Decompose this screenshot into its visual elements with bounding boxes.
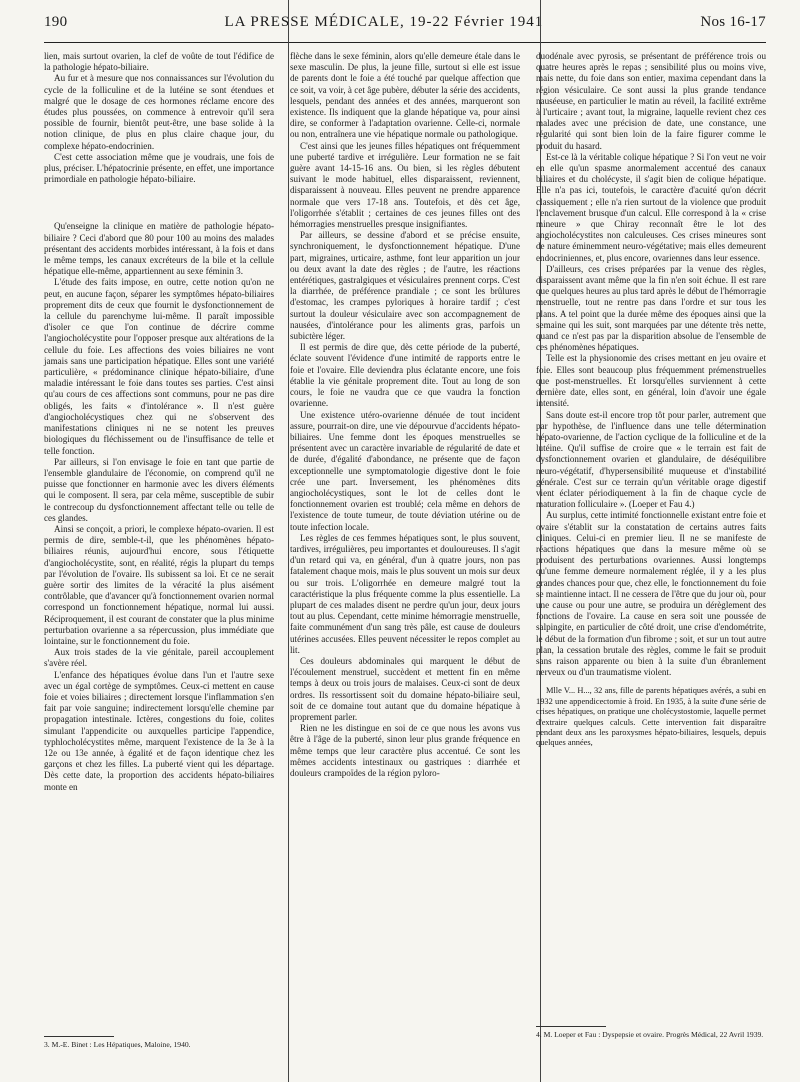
- paragraph: Au surplus, cette intimité fonctionnelle existant entre foie et ovaire s'établit sur la constatation de certains autres faits cliniques. Celui-ci en premier lieu. Il ne se manifeste de réactions hépatiques que dans la mesure même où se produisent des perturbations ovariennes. Aussi longtemps qu'une femme demeure normalement réglée, il y a les plus grandes chances pour que, chez elle, le fonctionnement du foie se maintienne intact. Il ne cessera de l'être que du jour où, pour une cause ou pour une autre, se produira un dérèglement des fonctions de l'ovaire. La cause en sera soit une poussée de salpingite, en particulier de côté droit, une crise d'endométrite, le début de la formation d'un fibrome ; soit, et sur un tout autre plan, la cessation brutale des règles, comme le fait se produit sans raison apparente ou bien à la suite d'un ébranlement nerveux ou d'un traumatisme violent.: [536, 510, 766, 678]
- column-1: [44, 51, 274, 1061]
- column-divider: [288, 0, 289, 1082]
- paragraph: Au fur et à mesure que nos connaissances sur l'évolution du cycle de la folliculine et de la lutéine se sont étendues et malgré que le dosage de ces hormones réclame encore des études plus poussées, on commence à entrevoir qu'il sera possible de fournir, bientôt peut-être, une base solide à la notion clinique, de plus en plus claire chaque jour, du complexe hépato-endocrinien.: [44, 73, 274, 151]
- paragraph: Les règles de ces femmes hépatiques sont, le plus souvent, tardives, irrégulières, peu importantes et douloureuses. Il s'agit d'un retard qui va, en général, d'un à quatre jours, non pas fatalement chaque mois, mais le plus souvent un mois sur deux ou sur trois. L'oligorrhée en demeure malgré tout la caractéristique la plus fréquente comme la plus essentielle. La plupart de ces malades disent ne perdre qu'un jour, deux jours tout au plus. Cependant, cette minime hémorragie menstruelle, faite communément d'un sang très pâle, est cause de douleurs utérines accusées. Elles peuvent nécessiter le repos complet au lit.: [290, 532, 520, 655]
- header-rule: [44, 42, 766, 43]
- page-header: [44, 14, 766, 38]
- paragraph: flèche dans le sexe féminin, alors qu'elle demeure étale dans le sexe masculin. De plus, la jeune fille, surtout si elle est issue de parents dont le foie a été touché par quelque affection que ce soit, va voir, à cet âge pubère, débuter la série des accidents, lesquels, pendant des années et des années, marqueront son existence. Ils indiquent que la glande hépatique va, pour ainsi dire, se conformer à l'adaptation ovarienne. Celle-ci, normale ou non, entraînera une vie hépatique normale ou pathologique.: [290, 51, 520, 140]
- paragraph: Une existence utéro-ovarienne dénuée de tout incident assure, pourrait-on dire, une vie dépourvue d'accidents hépato-biliaires. Une femme dont les époques menstruelles se présentent avec un caractère invariable de régularité de date et de durée, d'égalité d'abondance, ne présente que de façon exceptionnelle une symptomatologie digestive dont le foie crée une part. Inversement, les phénomènes dits angiocholécystiques, sont le lot de celles dont le fonctionnement ovarien est troublé; cela même en dehors de l'existence de toute tumeur, de toute déviation utérine ou de toute infection locale.: [290, 409, 520, 532]
- paragraph: Ainsi se conçoit, a priori, le complexe hépato-ovarien. Il est permis de dire, semble-t-il, que les phénomènes hépato-biliaires réunis, aujourd'hui encore, sous l'étiquette d'angiocholécystite, sont, en réalité, régis la plupart du temps par l'évolution de l'ovaire. Ils subissent sa loi. Et ce ne serait guère sortir des limites de la véracité la plus aisément contrôlable, que d'avancer qu'à fonctionnement ovarien normal correspond un fonctionnement hépatique, normal lui aussi. Réciproquement, il est courant de constater que la plus minime perturbation ovarienne a sa répercussion, plus immédiate que lointaine, sur le fonctionnement du foie.: [44, 523, 274, 646]
- paragraph: Il est permis de dire que, dès cette période de la puberté, éclate souvent l'évidence d'une intimité de rapports entre le foie et l'ovaire. Elle deviendra plus éclatante encore, une fois établie la vie génitale proprement dite. Tout au long de son cours, le foie ne vaudra que ce que vaudra la fonction ovarienne.: [290, 342, 520, 409]
- footnote: [536, 1026, 766, 1040]
- paragraph: Qu'enseigne la clinique en matière de pathologie hépato-biliaire ? Ceci d'abord que 80 pour 100 au moins des malades présentant des accidents morbides intéressant, à la fois et dans le même temps, les canaux excréteurs de la bile et la cellule hépatique elle-même, appartiennent au sexe féminin 3.: [44, 221, 274, 277]
- paragraph: C'est ainsi que les jeunes filles hépatiques ont fréquemment une puberté tardive et irrégulière. Leur formation ne se fait guère avant 14-15-16 ans. Ou bien, si les règles débutent suivant le mode habituel, elles disparaissent, reviennent, disparaissent à nouveau. Elles peuvent ne prendre apparence normale que vers 17-18 ans. Toutefois, et dès cet âge, l'oligorrhée s'établit ; certaines de ces jeunes filles ont des hémorragies menstruelles presque insignifiantes.: [290, 140, 520, 230]
- paragraph: Ces douleurs abdominales qui marquent le début de l'écoulement menstruel, succèdent et mettent fin en même temps à deux ou trois jours de malaises. Ceux-ci sont de deux ordres. Ils ressortissent soit du domaine hépato-biliaire seul, soit de ce domaine tout autant que du domaine hépatique à proprement parler.: [290, 655, 520, 722]
- paragraph: L'étude des faits impose, en outre, cette notion qu'on ne peut, en aucune façon, séparer les symptômes hépato-biliaires proprement dits de ceux que fournit le dysfonctionnement de la cellule du parenchyme lui-même. Il paraît impossible d'isoler ce que l'on continue de décrire comme l'angiocholécystite pour l'opposer presque aux altérations de la cellule du foie. Les affections des voies biliaires ne vont jamais sans une participation hépatique. Elles sont une variété particulière, « prédominance clinique hépato-biliaire, d'une maladie intéressant le foie dans toutes ses parties. C'est ainsi qu'au cours de ces affections sont communs, pour ne pas dire obligés, les faits « d'intolérance ». Il n'est guère d'angiocholécystiques chez qui ne s'observent des manifestations cliniques ni ne se notent les preuves biologiques du fléchissement ou de l'insuffisance de telle et telle fonction.: [44, 277, 274, 456]
- issue-number: Nos 16-17: [700, 14, 766, 30]
- paragraph: duodénale avec pyrosis, se présentant de préférence trois ou quatre heures après le repas ; sensibilité plus ou moins vive, mais nette, du foie dans son entier, maxima cependant dans la région vésiculaire. Ce sont aussi la plus grande tendance nauséeuse, en particulier le matin au réveil, la facilité extrême à l'urticaire ; avant tout, la migraine, laquelle revient chez ces malades avec une précision de date, une constance, une régularité qui sont bien loin de la faire figurer comme le produit du hasard.: [536, 51, 766, 151]
- footnote-text: 3. M.-E. Binet : Les Hépatiques, Maloine, 1940.: [44, 1040, 191, 1049]
- paragraph: C'est cette association même que je voudrais, une fois de plus, préciser. L'hépatocrinie présente, en effet, une importance primordiale en pathologie hépato-biliaire.: [44, 151, 274, 185]
- paragraph: Est-ce là la véritable colique hépatique ? Si l'on veut ne voir en elle qu'un spasme anormalement accentué des canaux biliaires et du cholécyste, il s'agit bien de colique hépatique. Elle n'a pas ici, toutefois, le caractère d'acuité qu'on décrit classiquement ; elle n'a rien surtout de la violence que produit l'enclavement brusque d'un calcul. Elle correspond à la « crise mineure » que Chiray reconnaît être le lot des angiocholécystites non calculeuses. Ces crises mineures sont de nature éminemment neuro-végétative; mais elles demeurent endocriniennes, et, plus encore, ovariennes dans leur essence.: [536, 151, 766, 263]
- case-report: Mlle V... H..., 32 ans, fille de parents hépatiques avérés, a subi en 1932 une appendicectomie à froid. En 1935, à la suite d'une série de crises hépatiques, on pratique une cholécystostomie, laquelle permet d'extraire quelques calculs. Cette intervention fait disparaître pendant deux ans les paroxysmes hépato-biliaires, lesquels, depuis quelques années,: [536, 686, 766, 748]
- paragraph: Par ailleurs, se dessine d'abord et se précise ensuite, synchroniquement, le dysfonctionnement hépatique. D'une part, migraines, urticaire, asthme, font leur apparition un jour ou deux avant la date des règles ; de l'autre, les réactions entérétiques, gastralgiques et vésiculaires prennent corps. C'est la diarrhée, de préférence prandiale ; ce sont les brûlures d'estomac, les crampes pyloriques à horaire tardif ; c'est surtout la douleur vésiculaire avec son accompagnement de nausées, d'intolérance pour les aliments gras, parfois un subictère léger.: [290, 230, 520, 342]
- paragraph: Sans doute est-il encore trop tôt pour parler, autrement que par hypothèse, de l'influence dans une telle détermination hépato-ovarienne, de l'action cyclique de la folliculine et de la lutéine. Qu'il suffise de croire que « le terrain est fait de dysfonctionnement ovarien et glandulaire, de déséquilibre neuro-végétatif, d'hypersensibilité muqueuse et d'instabilité générale. C'est sur ce terrain qu'un véritable orage digestif vient éclater périodiquement à la fin de chaque cycle de maturation folliculaire ». (Loeper et Fau 4.): [536, 409, 766, 510]
- footnote: [44, 1036, 274, 1050]
- journal-title: LA PRESSE MÉDICALE, 19-22 Février 1941: [224, 14, 544, 30]
- page-number: 190: [44, 14, 68, 30]
- paragraph: L'enfance des hépatiques évolue dans l'un et l'autre sexe avec un égal cortège de symptômes. Ceux-ci mettent en cause foie et voies biliaires ; directement lorsque l'inflammation s'en fait par voie sanguine; indirectement lorsqu'elle chemine par propagation intestinale. Ictères, congestions du foie, colites simulant l'appendicite ou auxquelles participe l'appendice, typhlocholécystites même, marquent l'existence de la 3e à la 12e ou 13e année, à égalité et de façon identique chez les garçons et chez les filles. La puberté vient qui les départage. Dès cette date, la proportion des accidents hépato-biliaires monte en: [44, 669, 274, 792]
- paragraph: D'ailleurs, ces crises préparées par la venue des règles, disparaissent avant même que la fin n'en soit échue. Il est rare que quelques heures au plus tard après le début de l'hémorragie menstruelle, tout ne rentre pas dans l'ordre et sur tous les plans. A tel point que la durée même des époques ainsi que la semaine qui les suit, sont marquées par une détente très nette, quand ce n'est pas par la disparition absolue de l'ensemble de ces phénomènes hépatiques.: [536, 263, 766, 353]
- paragraph: Aux trois stades de la vie génitale, pareil accouplement s'avère réel.: [44, 647, 274, 669]
- footnote-rule: [44, 1036, 114, 1037]
- paragraph: Par ailleurs, si l'on envisage le foie en tant que partie de l'ensemble glandulaire de l'économie, on comprend qu'il ne puisse que fonctionner en harmonie avec les divers éléments qui le composent. Il sera, par cela même, susceptible de subir le contrecoup du dysfonctionnement affectant telle ou telle de ces glandes.: [44, 456, 274, 523]
- paragraph: lien, mais surtout ovarien, la clef de voûte de tout l'édifice de la pathologie hépato-biliaire.: [44, 51, 274, 73]
- paragraph: Rien ne les distingue en soi de ce que nous les avons vus être à l'âge de la puberté, sinon leur plus grande fréquence en même temps que leur caractère plus accentué. Ce sont les mêmes accidents intestinaux ou gastriques : diarrhée et douleurs crampoïdes de la région pyloro-: [290, 723, 520, 778]
- footnote-rule: [536, 1026, 606, 1027]
- footnote-text: 4. M. Loeper et Fau : Dyspepsie et ovaire. Progrès Médical, 22 Avril 1939.: [536, 1030, 764, 1039]
- paragraph: Telle est la physionomie des crises mettant en jeu ovaire et foie. Elles sont beaucoup plus fréquemment prémenstruelles que post-menstruelles. Et lorsqu'elles surviennent à cette dernière date, elles sont, en général, loin d'avoir une égale intensité.: [536, 353, 766, 409]
- column-3: [536, 51, 766, 1061]
- article-columns: [44, 51, 766, 1061]
- column-2: [290, 51, 520, 1061]
